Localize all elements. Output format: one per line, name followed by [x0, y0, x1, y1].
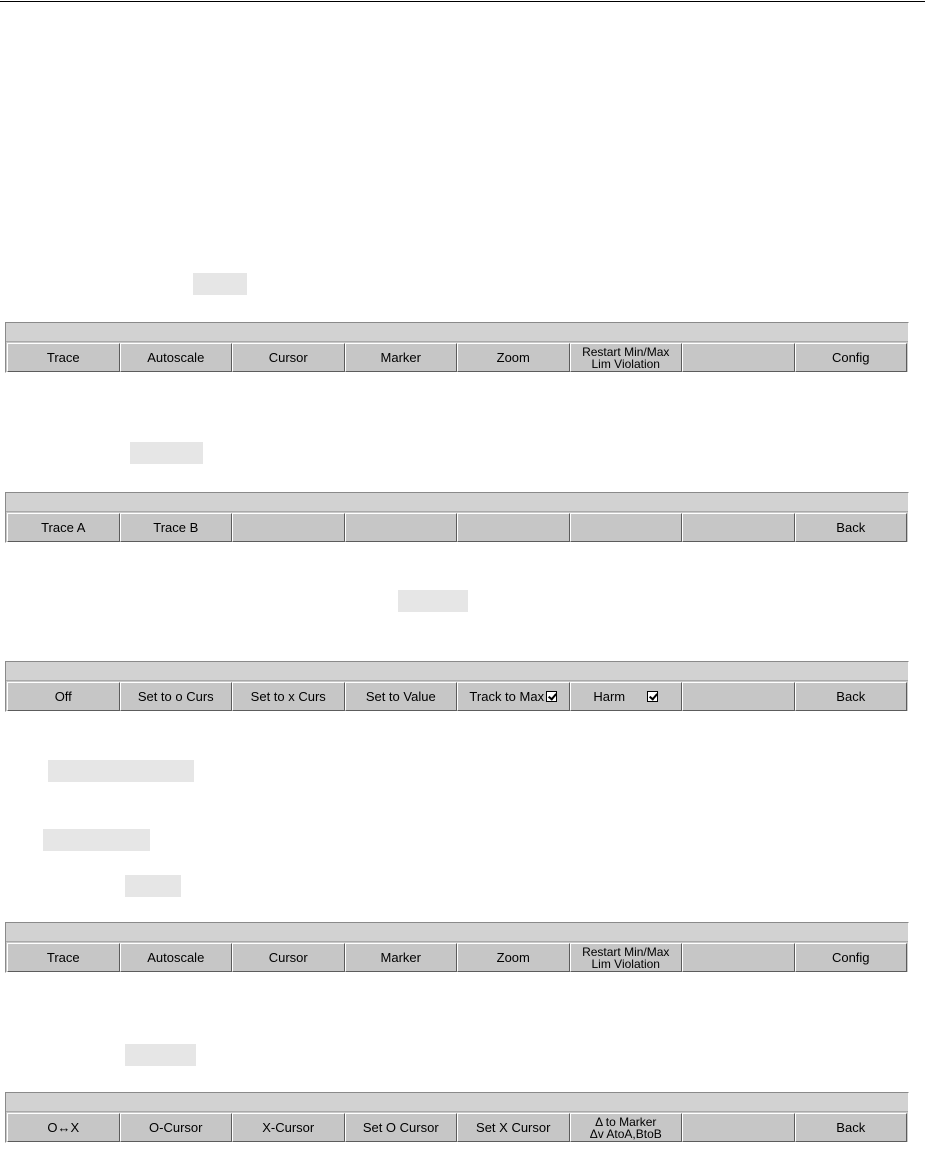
highlighted-keyword — [43, 829, 150, 851]
softkey-bar-header — [6, 493, 908, 512]
softkey-bar-header — [6, 323, 908, 342]
softkey-trace-a[interactable]: Trace A — [7, 513, 120, 542]
track-to-max-checkbox[interactable] — [546, 691, 557, 702]
softkey-cursor[interactable]: Cursor — [232, 943, 345, 972]
softkey-bar-main — [5, 922, 909, 973]
softkey-zoom[interactable]: Zoom — [457, 343, 570, 372]
highlighted-keyword — [130, 442, 203, 464]
page-top-rule — [0, 1, 925, 2]
softkey-trace[interactable]: Trace — [7, 943, 120, 972]
softkey-bar-trace — [5, 492, 909, 543]
softkey-back[interactable]: Back — [795, 682, 908, 711]
softkey-delta-to-marker[interactable]: Δ to Marker Δv AtoA,BtoB — [570, 1113, 683, 1142]
softkey-restart-min-max[interactable]: Restart Min/Max Lim Violation — [570, 343, 683, 372]
softkey-empty[interactable] — [682, 513, 795, 542]
softkey-bar-cursor — [5, 1092, 909, 1143]
softkey-empty[interactable] — [682, 343, 795, 372]
softkey-back[interactable]: Back — [795, 513, 908, 542]
highlighted-keyword — [48, 760, 194, 782]
softkey-set-to-x-curs[interactable]: Set to x Curs — [232, 682, 345, 711]
softkey-trace-b[interactable]: Trace B — [120, 513, 233, 542]
highlighted-keyword — [398, 590, 468, 612]
softkey-set-o-cursor[interactable]: Set O Cursor — [345, 1113, 458, 1142]
highlighted-keyword — [193, 273, 247, 295]
softkey-track-to-max[interactable]: Track to Max — [457, 682, 570, 711]
softkey-bar-header — [6, 662, 908, 681]
softkey-bar-header — [6, 923, 908, 942]
softkey-autoscale[interactable]: Autoscale — [120, 943, 233, 972]
softkey-harm[interactable]: Harm — [570, 682, 683, 711]
softkey-config[interactable]: Config — [795, 343, 908, 372]
softkey-swap-cursors[interactable]: O↔X — [7, 1113, 120, 1142]
softkey-empty[interactable] — [682, 1113, 795, 1142]
softkey-bar-marker — [5, 661, 909, 712]
softkey-empty[interactable] — [232, 513, 345, 542]
softkey-x-cursor[interactable]: X-Cursor — [232, 1113, 345, 1142]
softkey-config[interactable]: Config — [795, 943, 908, 972]
softkey-empty[interactable] — [570, 513, 683, 542]
harm-checkbox[interactable] — [647, 691, 658, 702]
softkey-restart-min-max[interactable]: Restart Min/Max Lim Violation — [570, 943, 683, 972]
softkey-autoscale[interactable]: Autoscale — [120, 343, 233, 372]
softkey-empty[interactable] — [345, 513, 458, 542]
highlighted-keyword — [125, 1044, 196, 1066]
softkey-empty[interactable] — [682, 682, 795, 711]
softkey-trace[interactable]: Trace — [7, 343, 120, 372]
softkey-set-to-value[interactable]: Set to Value — [345, 682, 458, 711]
softkey-o-cursor[interactable]: O-Cursor — [120, 1113, 233, 1142]
softkey-back[interactable]: Back — [795, 1113, 908, 1142]
softkey-bar-header — [6, 1093, 908, 1112]
softkey-empty[interactable] — [457, 513, 570, 542]
softkey-marker[interactable]: Marker — [345, 343, 458, 372]
softkey-marker[interactable]: Marker — [345, 943, 458, 972]
highlighted-keyword — [125, 875, 181, 897]
softkey-zoom[interactable]: Zoom — [457, 943, 570, 972]
softkey-empty[interactable] — [682, 943, 795, 972]
softkey-bar-main — [5, 322, 909, 373]
softkey-set-x-cursor[interactable]: Set X Cursor — [457, 1113, 570, 1142]
softkey-set-to-o-curs[interactable]: Set to o Curs — [120, 682, 233, 711]
softkey-off[interactable]: Off — [7, 682, 120, 711]
softkey-cursor[interactable]: Cursor — [232, 343, 345, 372]
